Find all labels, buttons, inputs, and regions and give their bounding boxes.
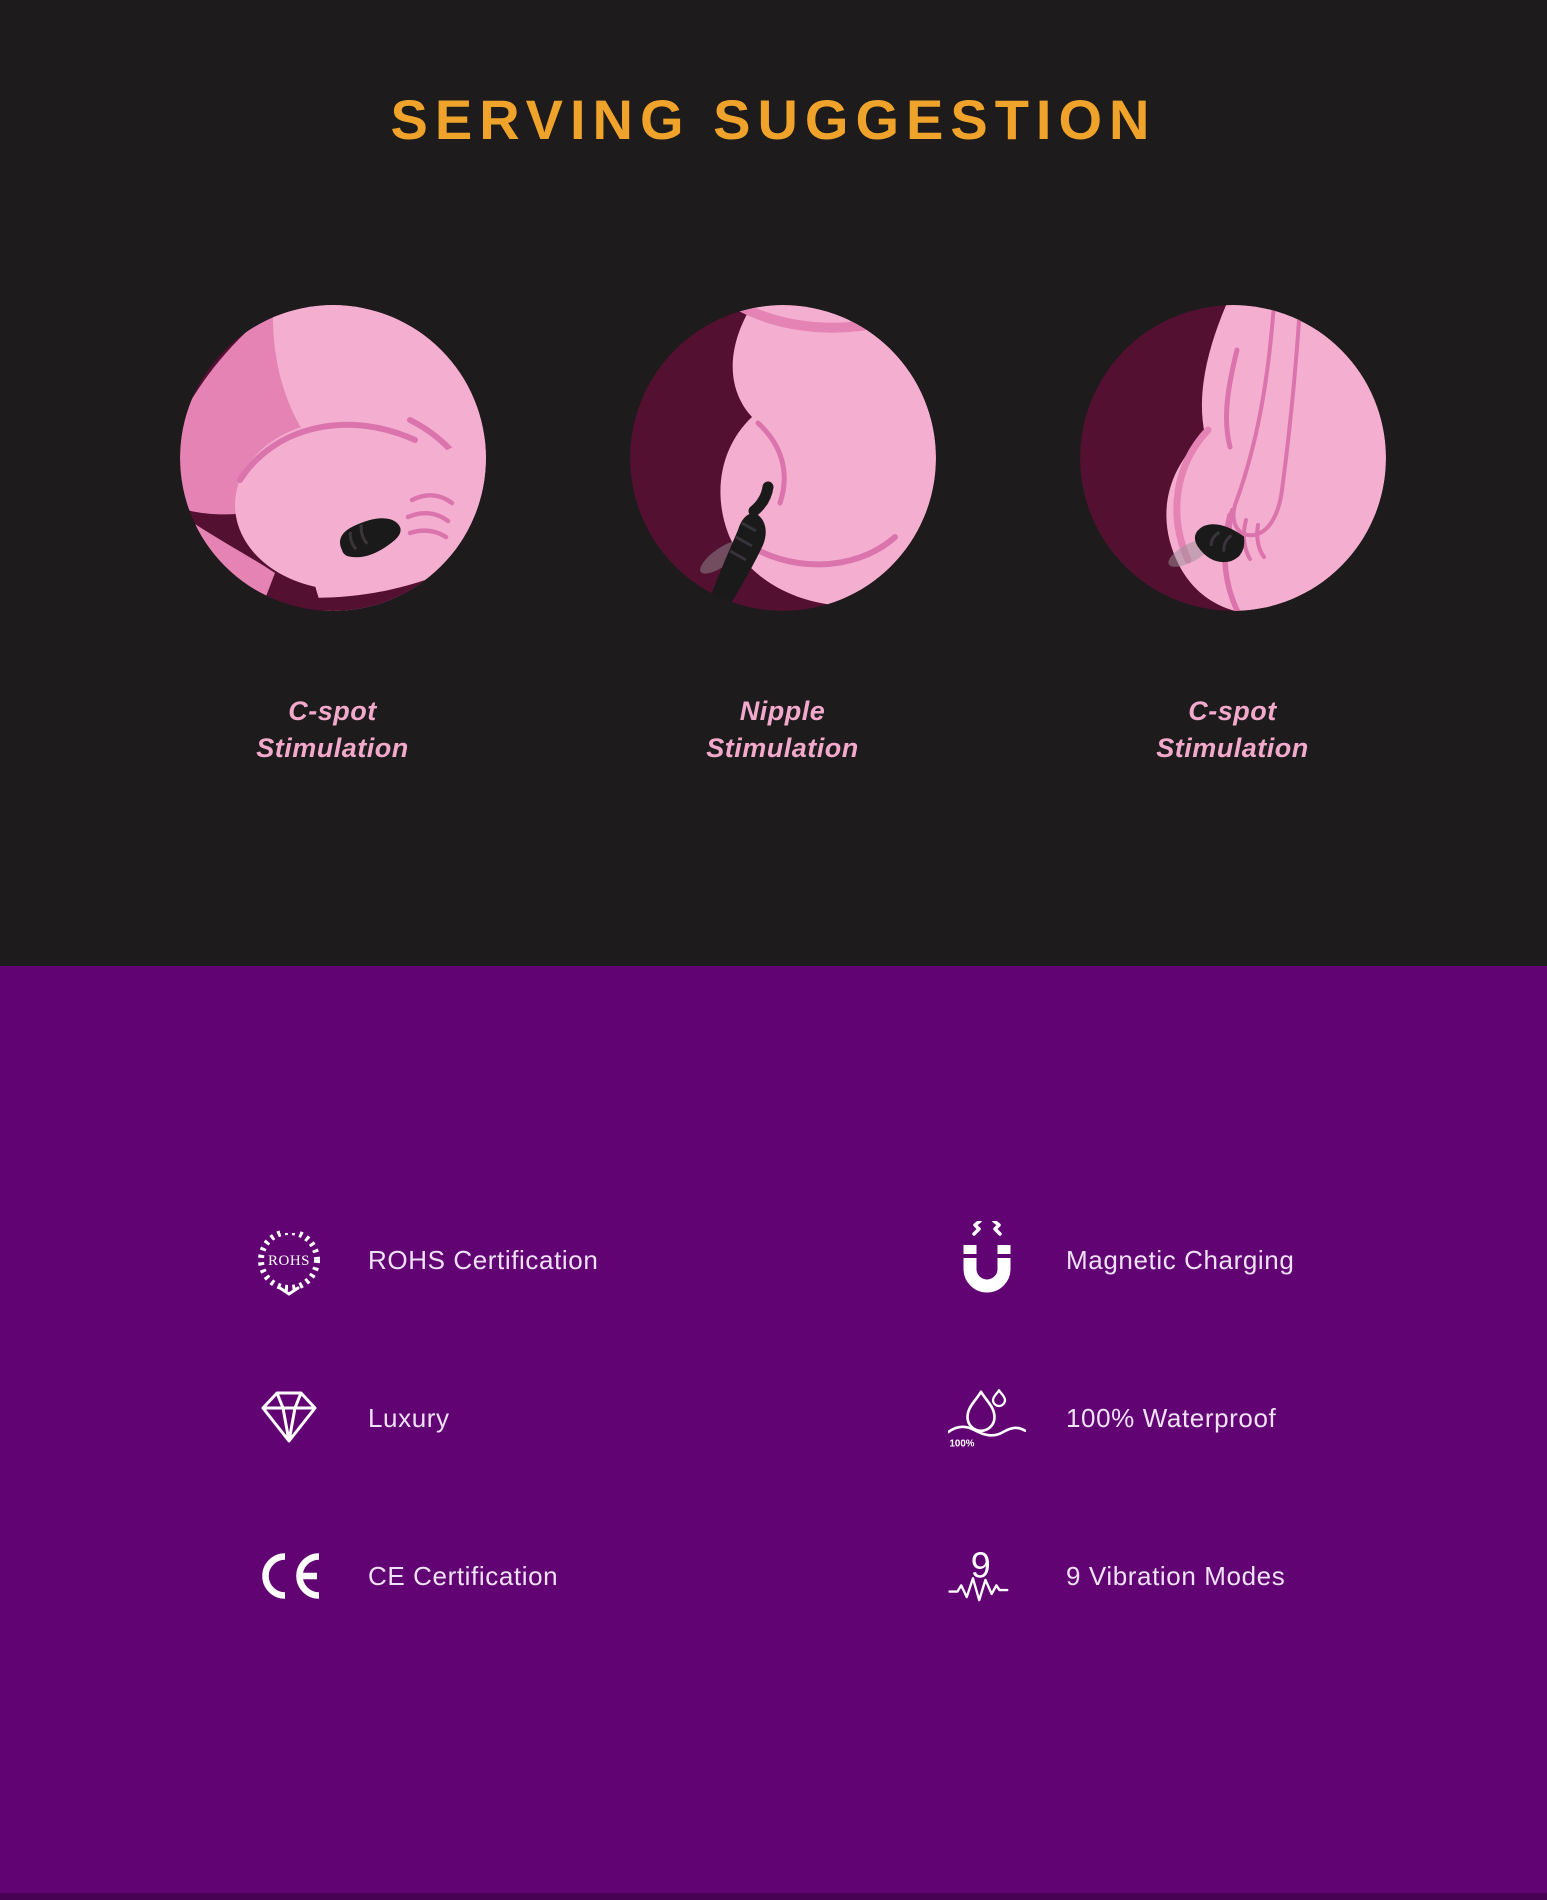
caption-line-1: Nipple: [739, 696, 826, 726]
c-spot-front-illustration: [180, 305, 486, 611]
caption-line-1: C-spot: [1188, 696, 1277, 726]
feature-ce: [250, 1537, 948, 1615]
caption-line-1: C-spot: [288, 696, 377, 726]
water-drop-icon: [948, 1379, 1026, 1457]
diamond-icon: [250, 1379, 328, 1457]
feature-label: ROHS Certification: [368, 1244, 599, 1275]
ce-mark-icon: [250, 1537, 328, 1615]
magnet-icon: [948, 1221, 1026, 1299]
feature-label: Luxury: [368, 1402, 450, 1433]
rohs-icon-text: ROHS: [267, 1253, 311, 1269]
feature-label: 100% Waterproof: [1066, 1402, 1277, 1433]
caption-line-2: Stimulation: [256, 733, 409, 763]
vibration-wave-icon: [948, 1537, 1026, 1615]
waterproof-icon-text: 100%: [949, 1438, 975, 1450]
suggestion-caption: [256, 693, 409, 767]
c-spot-back-illustration: [1080, 305, 1386, 611]
feature-luxury: [250, 1379, 948, 1457]
suggestion-item: [180, 305, 486, 767]
feature-magnetic-charging: [948, 1221, 1294, 1299]
bottom-edge-strip: [0, 1893, 1547, 1900]
page-title: SERVING SUGGESTION: [390, 88, 1157, 151]
suggestion-caption: [706, 693, 859, 767]
suggestion-caption: [1156, 693, 1309, 767]
feature-vibration-modes: [948, 1537, 1294, 1615]
nipple-illustration: [630, 305, 936, 611]
caption-line-2: Stimulation: [706, 733, 859, 763]
feature-label: 9 Vibration Modes: [1066, 1560, 1286, 1591]
rohs-wreath-icon: [250, 1221, 328, 1299]
feature-label: Magnetic Charging: [1066, 1244, 1295, 1275]
caption-line-2: Stimulation: [1156, 733, 1309, 763]
vibration-icon-text: 9: [970, 1545, 991, 1586]
suggestion-item: [1080, 305, 1386, 767]
feature-rohs: [250, 1221, 948, 1299]
feature-label: CE Certification: [368, 1560, 559, 1591]
feature-waterproof: [948, 1379, 1294, 1457]
illustration-row: [0, 305, 1547, 767]
suggestion-item: [630, 305, 936, 767]
features-grid: [250, 1221, 1294, 1615]
features-section: [0, 966, 1547, 1900]
